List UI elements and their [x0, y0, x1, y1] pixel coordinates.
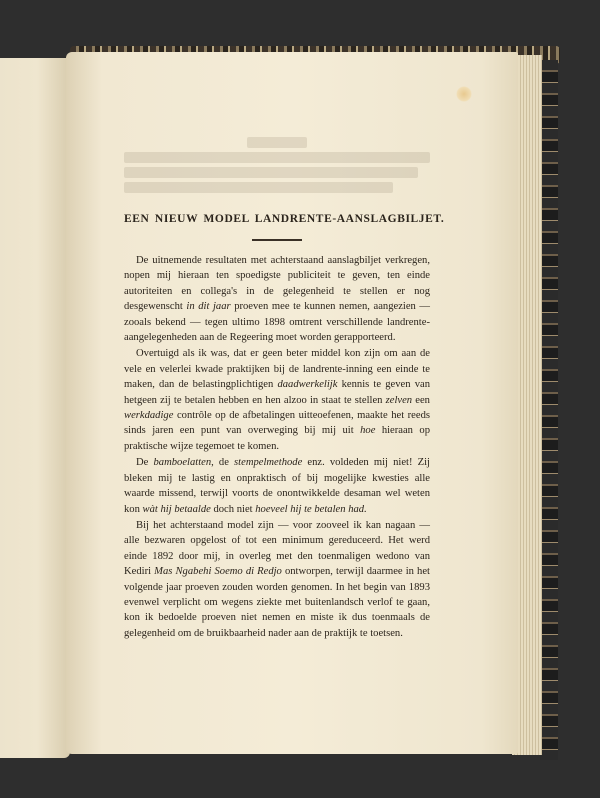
text-run: een	[412, 394, 430, 406]
marbled-cover-edge	[540, 60, 558, 760]
article-heading: EEN NIEUW MODEL LANDRENTE-AANSLAGBILJET.	[124, 213, 445, 225]
text-run: De uitnemende resultaten met achterstaand aanslagbiljet verkregen, nopen mij hieraan ten spoedigste publiciteit te geven, ten einde autoriteiten en collega's in de gelegenheid te stellen er nog desgewenscht	[124, 255, 430, 313]
text-run: , de	[211, 457, 235, 469]
text-run: contrôle op de afbetalingen uitteoefenen, maakte het reeds sinds jaren een punt van overweging bij mij uit	[124, 410, 430, 437]
text-run: Overtuigd als ik was, dat er geen beter middel kon zijn om aan de vele en velerlei kwade praktijken bij de landrente-inning een einde te maken, dan de belastingplichtigen	[124, 348, 430, 391]
text-run: kennis te geven van hetgeen zij te betalen hebben en hen alzoo in staat te stellen	[124, 379, 430, 406]
left-page-edge	[0, 58, 70, 758]
text-run: ontworpen, terwijl daarmee in het volgende jaar proeven zouden worden genomen. In het begin van 1893 evenwel verplicht om wegens ziekte met buitenlandsch verlof te gaan, kon ik bedoelde proeven niet nemen en miste ik dus toenmaals de gelegenheid om de bruikbaarheid nader aan de praktijk te toetsen.	[124, 566, 430, 639]
body-paragraph	[124, 346, 430, 454]
italic-run: zelven	[385, 394, 413, 406]
italic-run: hoeveel hij te betalen had.	[255, 503, 367, 515]
text-run: De	[136, 457, 154, 469]
show-through-text	[124, 137, 430, 197]
italic-run: wàt hij betaalde	[142, 503, 211, 515]
body-paragraph	[124, 455, 430, 517]
body-paragraph	[124, 253, 430, 345]
italic-run: werkdadige	[124, 410, 174, 422]
italic-run: bamboelatten	[153, 457, 212, 469]
italic-run: daadwerkelijk	[277, 379, 338, 391]
text-run: enz. voldeden mij niet! Zij bleken mij te lastig en onpraktisch of bij mogelijke kwesties alle waarde missend, terwijl voorts de onontwikkelde desaman wel weten kon	[124, 457, 430, 515]
italic-run: hoe	[360, 425, 376, 437]
body-paragraph	[124, 518, 430, 641]
text-run: Bij het achterstaand model zijn — voor zooveel ik kan nagaan — alle bezwaren opgelost of tot een minimum gereduceerd. Het werd einde 1892 door mij, in overleg met den toenmaligen wedono van Kediri	[124, 519, 430, 578]
page-content	[124, 213, 445, 641]
italic-run: in dit jaar	[186, 301, 231, 313]
italic-run: Mas Ngabehi Soemo di Redjo	[154, 566, 282, 578]
heading-rule	[252, 239, 302, 241]
paper-stain	[456, 86, 472, 102]
italic-run: stempelmethode	[234, 457, 303, 469]
text-run: hieraan op praktische wijze tegemoet te komen.	[124, 425, 431, 452]
text-run: proeven mee te kunnen nemen, aangezien — zooals bekend — tegen ultimo 1898 omtrent verschillende landrente-aangelegenheden aan de Regeering moet worden gerapporteerd.	[124, 301, 430, 344]
text-run: doch niet	[210, 503, 256, 515]
